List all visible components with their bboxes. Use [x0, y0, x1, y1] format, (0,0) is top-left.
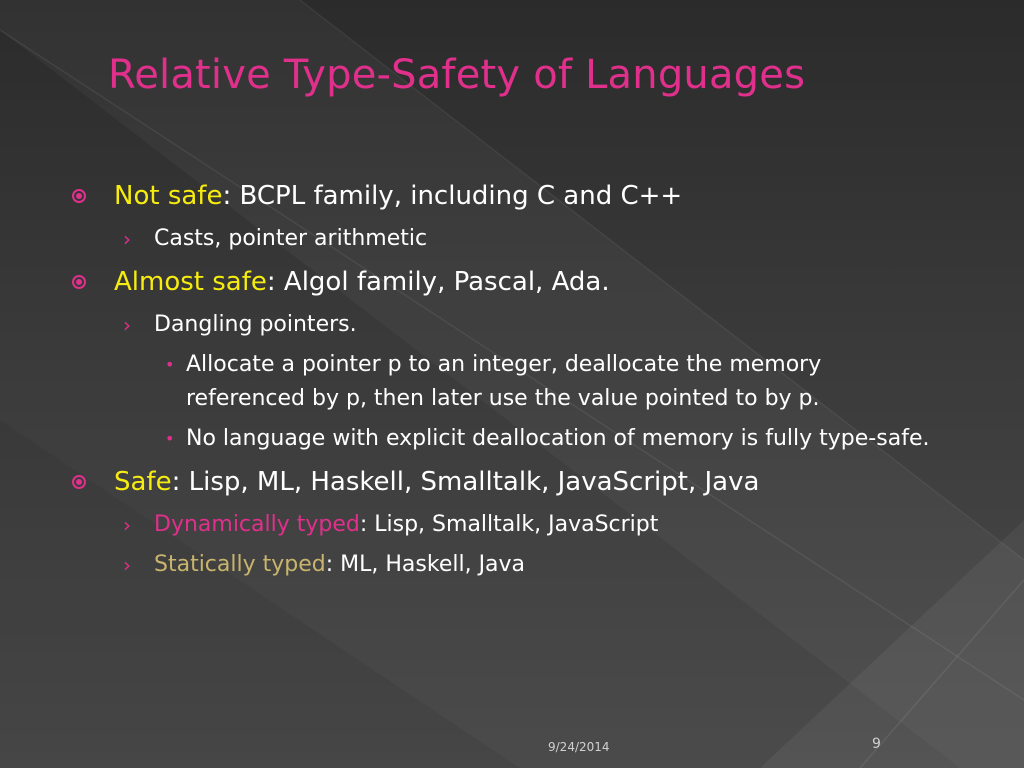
- bullet-text: : Lisp, ML, Haskell, Smalltalk, JavaScript, Java: [171, 467, 760, 497]
- bullet-label: Not safe: [114, 181, 223, 211]
- sub-bullet-text: : Lisp, Smalltalk, JavaScript: [359, 512, 659, 537]
- circle-dot-icon: [72, 475, 86, 489]
- sub-bullet-statically-typed: [70, 548, 970, 582]
- sub-bullet-label: Statically typed: [154, 552, 326, 577]
- sub-sub-bullet-text: No language with explicit deallocation of memory is fully type-safe.: [186, 426, 930, 451]
- chevron-right-icon: ›: [123, 513, 131, 537]
- bullet-label: Almost safe: [114, 267, 267, 297]
- bullet-not-safe: [70, 176, 970, 216]
- bullet-almost-safe: [70, 262, 970, 302]
- chevron-right-icon: ›: [123, 227, 131, 251]
- sub-bullet-text: Casts, pointer arithmetic: [154, 226, 428, 251]
- bullet-label: Safe: [114, 467, 172, 497]
- sub-bullet-label: Dynamically typed: [154, 512, 360, 537]
- slide-title: Relative Type-Safety of Languages: [108, 52, 806, 98]
- dot-icon: •: [165, 355, 175, 374]
- sub-bullet-text: : ML, Haskell, Java: [325, 552, 526, 577]
- circle-dot-icon: [72, 189, 86, 203]
- bullet-safe: [70, 462, 970, 502]
- sub-bullet-dangling-pointers: [70, 308, 970, 342]
- sub-bullet-text: Dangling pointers.: [154, 312, 357, 337]
- sub-bullet-casts: [70, 222, 970, 256]
- sub-bullet-dynamically-typed: [70, 508, 970, 542]
- circle-dot-icon: [72, 275, 86, 289]
- sub-sub-bullet-no-language: [70, 422, 946, 456]
- chevron-right-icon: ›: [123, 313, 131, 337]
- dot-icon: •: [165, 429, 175, 448]
- bullet-text: : Algol family, Pascal, Ada.: [266, 267, 610, 297]
- slide-number: 9: [872, 736, 881, 752]
- chevron-right-icon: ›: [123, 553, 131, 577]
- bullet-text: : BCPL family, including C and C++: [222, 181, 683, 211]
- slide-content: [70, 176, 970, 588]
- footer-date: 9/24/2014: [548, 740, 610, 754]
- sub-sub-bullet-text: Allocate a pointer p to an integer, deallocate the memory referenced by p, then later use the value pointed to by p.: [186, 352, 822, 411]
- sub-sub-bullet-allocate: [70, 348, 946, 416]
